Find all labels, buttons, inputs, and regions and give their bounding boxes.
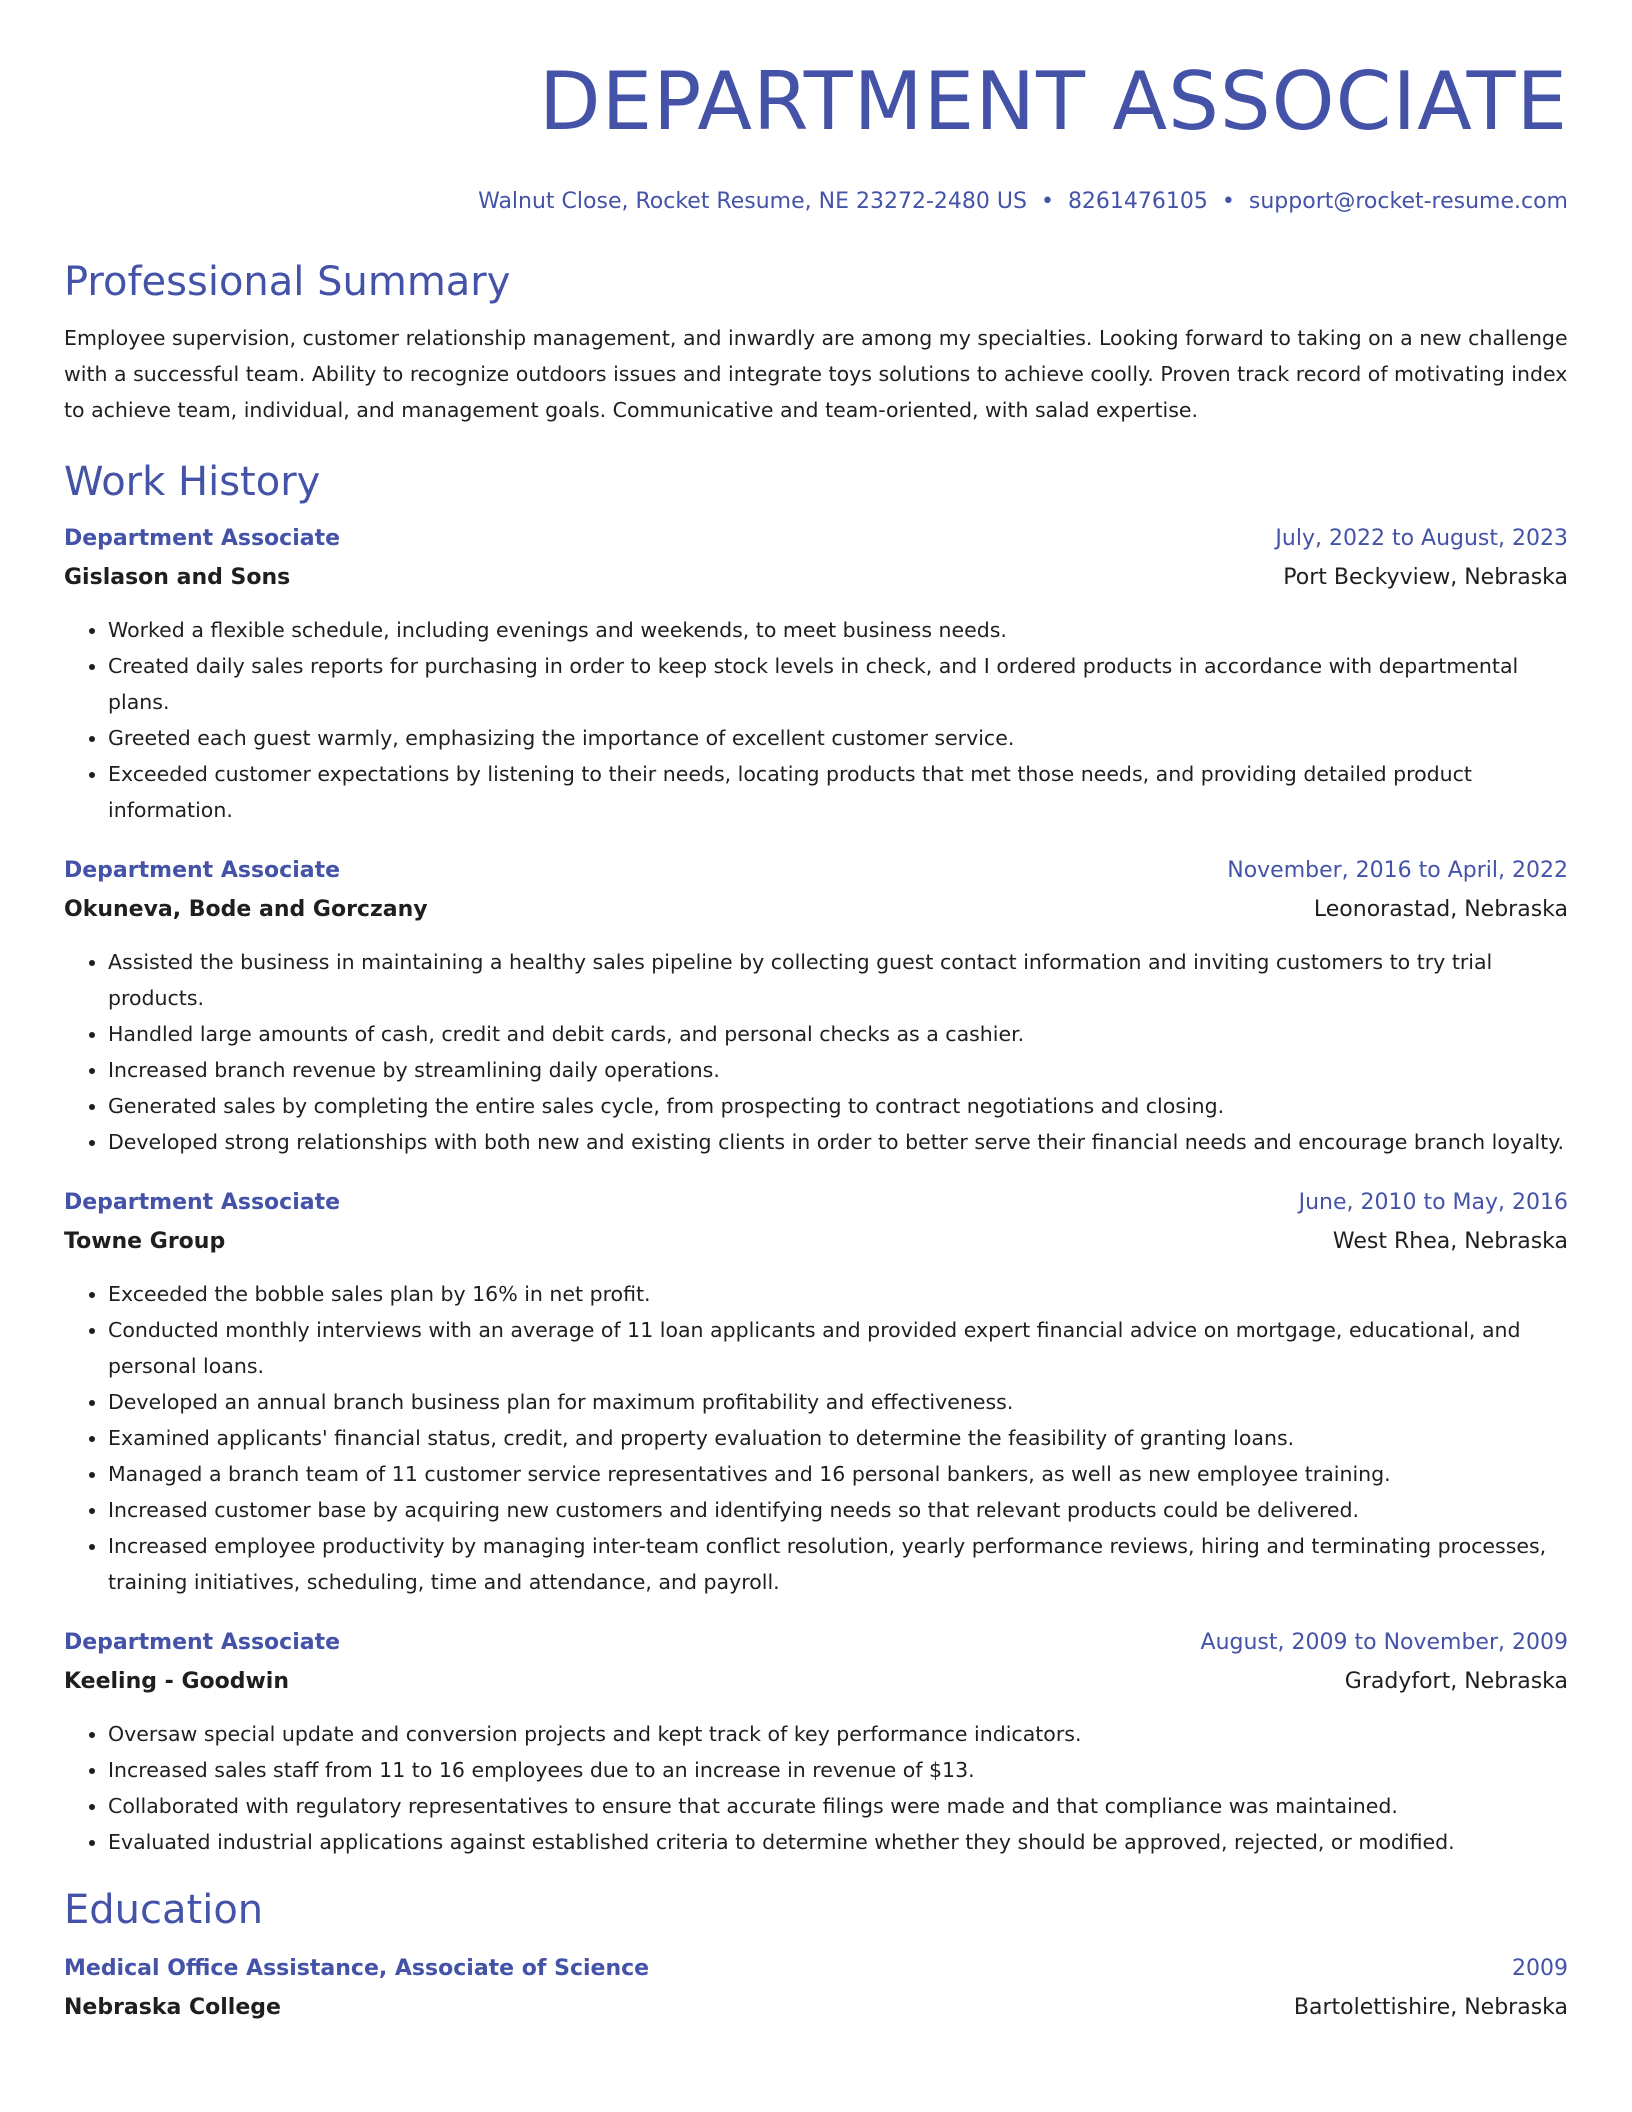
work-history-list (64, 520, 1568, 1860)
job-entry (64, 852, 1568, 1160)
contact-separator: • (1040, 189, 1054, 214)
job-bullet: • Assisted the business in maintaining a healthy sales pipeline by collecting guest contact information and inviting customers to try trial products. (108, 944, 1568, 1016)
job-title: Department Associate (64, 1190, 341, 1215)
contact-separator: • (1221, 189, 1235, 214)
job-title-row (64, 520, 1568, 558)
contact-address: Walnut Close, Rocket Resume, NE 23272-2480 US (478, 189, 1027, 214)
job-bullet: • Exceeded the bobble sales plan by 16% in net profit. (108, 1276, 1568, 1312)
job-bullet: • Created daily sales reports for purchasing in order to keep stock levels in check, and I ordered products in accordance with departmental plans. (108, 648, 1568, 720)
contact-line (64, 188, 1568, 216)
job-bullet: • Worked a flexible schedule, including evenings and weekends, to meet business needs. (108, 612, 1568, 648)
job-entry (64, 1184, 1568, 1600)
job-employer: Okuneva, Bode and Gorczany (64, 897, 428, 922)
job-bullet: • Handled large amounts of cash, credit and debit cards, and personal checks as a cashier. (108, 1016, 1568, 1052)
job-location: Port Beckyview, Nebraska (1283, 565, 1568, 590)
job-employer: Towne Group (64, 1229, 226, 1254)
job-title: Department Associate (64, 526, 341, 551)
job-bullets (64, 944, 1568, 1160)
job-employer-row (64, 1222, 1568, 1262)
job-bullets (64, 612, 1568, 828)
job-bullet: • Greeted each guest warmly, emphasizing the importance of excellent customer service. (108, 720, 1568, 756)
education-year: 2009 (1512, 1956, 1568, 1981)
job-bullet: • Collaborated with regulatory representatives to ensure that accurate filings were made and that compliance was maintained. (108, 1788, 1568, 1824)
job-bullet: • Increased branch revenue by streamlining daily operations. (108, 1052, 1568, 1088)
section-title-work-history: Work History (64, 459, 321, 505)
job-location: Leonorastad, Nebraska (1313, 897, 1568, 922)
education-location: Bartolettishire, Nebraska (1293, 1995, 1568, 2020)
education-entry (64, 1950, 1568, 2028)
job-title-row (64, 852, 1568, 890)
education-school-row (64, 1988, 1568, 2028)
job-bullet: • Oversaw special update and conversion projects and kept track of key performance indicators. (108, 1716, 1568, 1752)
job-dates: June, 2010 to May, 2016 (1298, 1190, 1568, 1215)
job-location: West Rhea, Nebraska (1332, 1229, 1568, 1254)
section-title-education: Education (64, 1887, 264, 1933)
job-employer: Keeling - Goodwin (64, 1669, 290, 1694)
job-entry (64, 1624, 1568, 1860)
contact-phone: 8261476105 (1067, 189, 1208, 214)
job-bullet: • Examined applicants' financial status, credit, and property evaluation to determine the feasibility of granting loans. (108, 1420, 1568, 1456)
job-bullets (64, 1716, 1568, 1860)
education-list (64, 1950, 1568, 2028)
summary-text: Employee supervision, customer relationship management, and inwardly are among my specialties. Looking forward to taking on a new challenge with a successful team. Ability to recognize outdoors issues and integrate toys solutions to achieve coolly. Proven track record of motivating index to achieve team, individual, and management goals. Communicative and team-oriented, with salad expertise. (64, 326, 1568, 422)
job-bullet: • Increased employee productivity by managing inter-team conflict resolution, yearly performance reviews, hiring and terminating processes, training initiatives, scheduling, time and attendance, and payroll. (108, 1528, 1568, 1600)
job-employer: Gislason and Sons (64, 565, 291, 590)
resume-title: DEPARTMENT ASSOCIATE (539, 55, 1568, 148)
job-bullet: • Evaluated industrial applications against established criteria to determine whether they should be approved, rejected, or modified. (108, 1824, 1568, 1860)
job-dates: November, 2016 to April, 2022 (1227, 858, 1568, 883)
job-bullet: • Generated sales by completing the entire sales cycle, from prospecting to contract negotiations and closing. (108, 1088, 1568, 1124)
education-degree: Medical Office Assistance, Associate of Science (64, 1956, 650, 1981)
job-bullet: • Managed a branch team of 11 customer service representatives and 16 personal bankers, as well as new employee training. (108, 1456, 1568, 1492)
job-employer-row (64, 890, 1568, 930)
job-bullet: • Developed strong relationships with both new and existing clients in order to better serve their financial needs and encourage branch loyalty. (108, 1124, 1568, 1160)
job-bullet: • Exceeded customer expectations by listening to their needs, locating products that met those needs, and providing detailed product information. (108, 756, 1568, 828)
job-title-row (64, 1624, 1568, 1662)
job-entry (64, 520, 1568, 828)
education-degree-row (64, 1950, 1568, 1988)
job-bullet: • Developed an annual branch business plan for maximum profitability and effectiveness. (108, 1384, 1568, 1420)
job-bullets (64, 1276, 1568, 1600)
job-bullet: • Increased customer base by acquiring new customers and identifying needs so that relevant products could be delivered. (108, 1492, 1568, 1528)
job-location: Gradyfort, Nebraska (1344, 1669, 1568, 1694)
job-employer-row (64, 1662, 1568, 1702)
job-bullet: • Increased sales staff from 11 to 16 employees due to an increase in revenue of $13. (108, 1752, 1568, 1788)
job-title-row (64, 1184, 1568, 1222)
section-title-summary: Professional Summary (64, 259, 511, 305)
job-employer-row (64, 558, 1568, 598)
job-title: Department Associate (64, 1630, 341, 1655)
job-dates: July, 2022 to August, 2023 (1275, 526, 1568, 551)
job-title: Department Associate (64, 858, 341, 883)
education-school: Nebraska College (64, 1995, 281, 2020)
job-dates: August, 2009 to November, 2009 (1200, 1630, 1568, 1655)
contact-email: support@rocket-resume.com (1248, 189, 1568, 214)
job-bullet: • Conducted monthly interviews with an average of 11 loan applicants and provided expert financial advice on mortgage, educational, and personal loans. (108, 1312, 1568, 1384)
